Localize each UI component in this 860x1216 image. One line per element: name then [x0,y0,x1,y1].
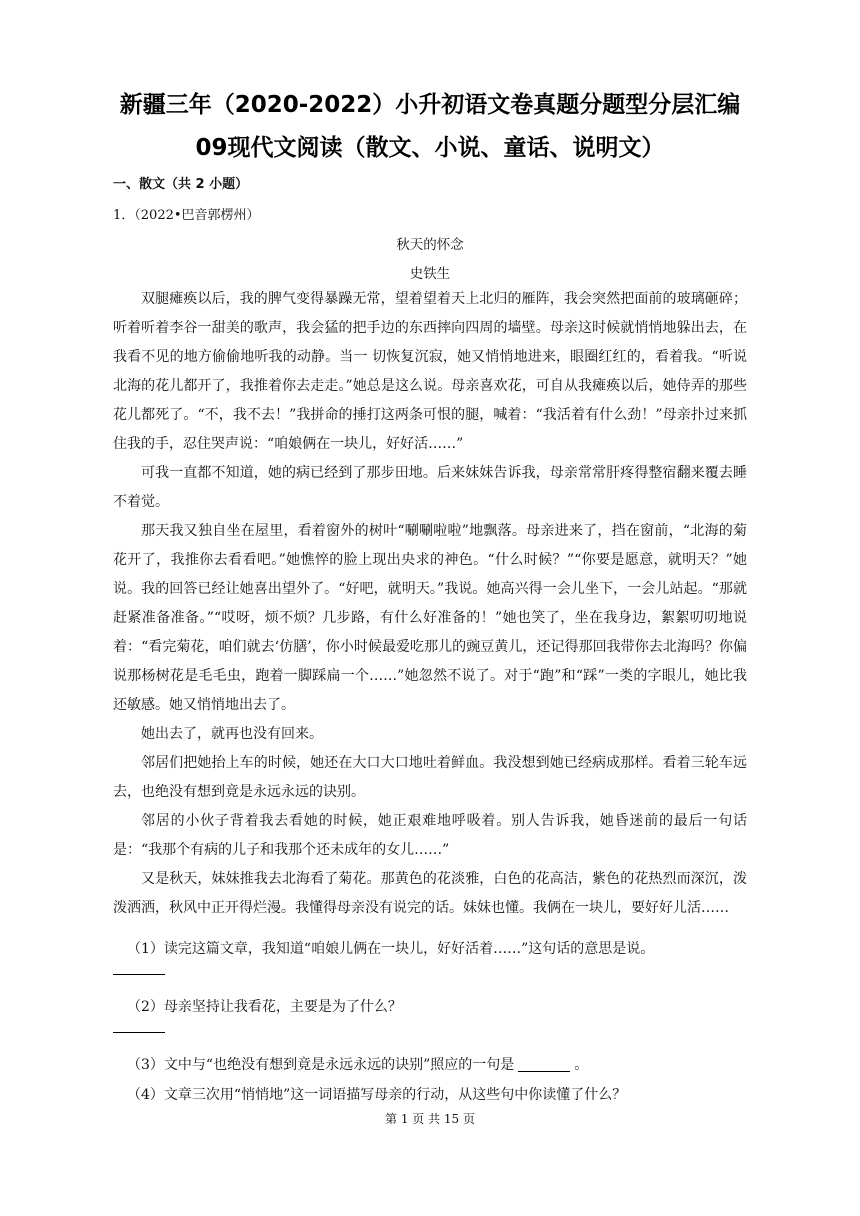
paragraph: 那天我又独自坐在屋里，看着窗外的树叶“唰唰啦啦”地飘落。母亲进来了，挡在窗前，“北海的菊花开了，我推你去看看吧。”她憔悴的脸上现出央求的神色。“什么时候？”“你要是愿意，就明天？”她说。我的回答已经让她喜出望外了。“好吧，就明天。”我说。她高兴得一会儿坐下，一会儿站起。“那就赶紧准备准备。”“哎呀，烦不烦？几步路，有什么好准备的！”她也笑了，坐在我身边，絮絮叨叨地说着：“看完菊花，咱们就去‘仿膳’，你小时候最爱吃那儿的豌豆黄儿，还记得那回我带你去北海吗？你偏说那杨树花是毛毛虫，跑着一脚踩扁一个……”她忽然不说了。对于“跑”和“踩”一类的字眼儿，她比我还敏感。她又悄悄地出去了。 [113,523,747,713]
paragraph: 可我一直都不知道，她的病已经到了那步田地。后来妹妹告诉我，母亲常常肝疼得整宿翻来覆去睡不着觉。 [113,465,747,510]
section-heading: 一、散文（共 2 小题） [113,177,249,192]
passage-title: 秋天的怀念 [396,237,464,253]
question-list [113,934,753,1110]
question-3-end: 。 [574,1057,589,1073]
paragraph: 又是秋天，妹妹推我去北海看了菊花。那黄色的花淡雅，白色的花高洁，紫色的花热烈而深沉，泼泼洒洒，秋风中正开得烂漫。我懂得母亲没有说完的话。妹妹也懂。我俩在一块儿，要好好儿活…… [113,871,747,916]
answer-blank-3 [518,1057,570,1072]
paragraph: 邻居们把她抬上车的时候，她还在大口大口地吐着鲜血。我没想到她已经病成那样。看着三轮车远去，也绝没有想到竟是永远永远的诀别。 [113,755,747,800]
paragraph: 她出去了，就再也没有回来。 [141,726,323,742]
question-4: （4）文章三次用“悄悄地”这一词语描写母亲的行动，从这些句中你读懂了什么？ [127,1087,627,1103]
paragraph: 邻居的小伙子背着我去看她的时候，她正艰难地呼吸着。别人告诉我，她昏迷前的最后一句话是：“我那个有病的儿子和我那个还未成年的女儿……” [113,813,747,858]
passage-body [113,285,747,923]
answer-blank-1 [113,964,753,992]
page-footer: 第 1 页 共 15 页 [385,1112,475,1126]
document-title: 新疆三年（2020-2022）小升初语文卷真题分题型分层汇编 [119,92,741,118]
question-source: 1．（2022•巴音郭楞州） [113,208,260,223]
question-3-text: （3）文中与“也绝没有想到竟是永远永远的诀别”照应的一句是 [127,1057,515,1073]
question-1: （1）读完这篇文章，我知道“咱娘儿俩在一块儿，好好活着……”这句话的意思是说。 [127,941,655,957]
question-2: （2）母亲坚持让我看花，主要是为了什么？ [127,999,402,1015]
passage-author: 史铁生 [409,266,451,282]
document-subtitle: 09现代文阅读（散文、小说、童话、说明文） [195,135,665,161]
answer-blank-2 [113,1022,753,1050]
paragraph: 双腿瘫痪以后，我的脾气变得暴躁无常，望着望着天上北归的雁阵，我会突然把面前的玻璃砸碎；听着听着李谷一甜美的歌声，我会猛的把手边的东西摔向四周的墙壁。母亲这时候就悄悄地躲出去，在我看不见的地方偷偷地听我的动静。当一 切恢复沉寂，她又悄悄地进来，眼圈红红的，看着我。“听说北海的花儿都开了，我推着你去走走。”她总是这么说。母亲喜欢花，可自从我瘫痪以后，她侍弄的那些花儿都死了。“不，我不去！”我拼命的捶打这两条可恨的腿，喊着：“我活着有什么劲！”母亲扑过来抓住我的手，忍住哭声说：“咱娘俩在一块儿，好好活……” [113,291,747,452]
question-3 [113,1050,753,1080]
